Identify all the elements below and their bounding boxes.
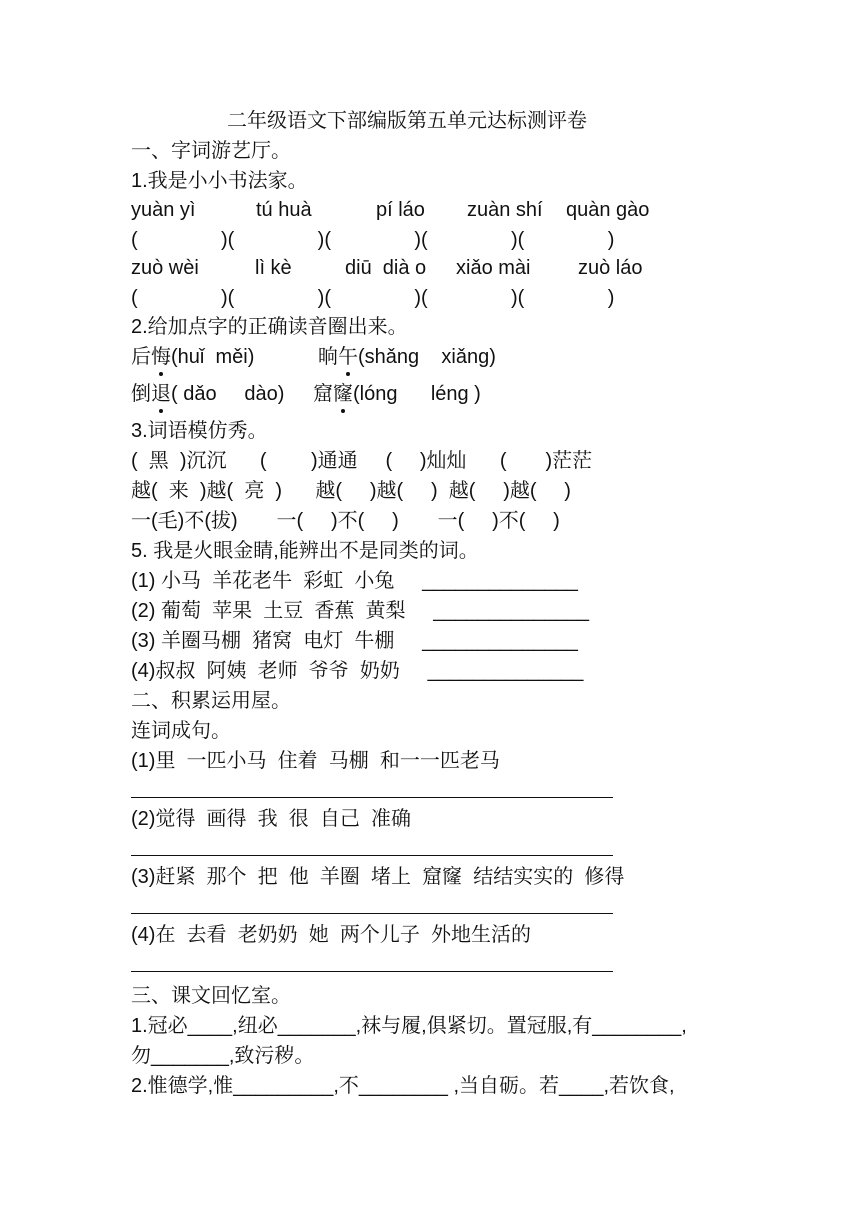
odd-one-out-row: (3) 羊圈马棚 猪窝 电灯 牛棚 ______________ <box>131 630 578 652</box>
pinyin-item: zuàn shí <box>467 199 543 221</box>
sentence-words: (2)觉得 画得 我 很 自己 准确 <box>131 808 412 830</box>
pinyin-options: (shǎng xiǎng) <box>358 346 496 368</box>
pinyin-item: lì kè <box>255 257 292 279</box>
sentence-words: (3)赶紧 那个 把 他 羊圈 堵上 窟窿 结结实实的 修得 <box>131 866 625 888</box>
dotted-char: 午 <box>338 346 358 368</box>
reading-word <box>131 381 284 407</box>
dotted-char: 窿 <box>333 383 353 405</box>
question-2-heading: 2.给加点字的正确读音圈出来。 <box>131 316 408 338</box>
pinyin-item: diū dià o <box>345 257 427 279</box>
word-char: 倒 <box>131 383 151 405</box>
sentence-words: (4)在 去看 老奶奶 她 两个儿子 外地生活的 <box>131 924 532 946</box>
answer-brackets: ( )( )( )( )( ) <box>131 287 615 309</box>
answer-line <box>131 797 613 798</box>
pinyin-options: (lóng léng ) <box>353 383 481 405</box>
pinyin-item: quàn gào <box>566 199 650 221</box>
sentence-words: (1)里 一匹小马 住着 马棚 和一一匹老马 <box>131 750 500 772</box>
imitation-row: ( 黑 )沉沉 ( )通通 ( )灿灿 ( )茫茫 <box>131 450 593 472</box>
pinyin-item: tú huà <box>256 199 312 221</box>
reading-word <box>131 344 254 370</box>
section-3-heading: 三、课文回忆室。 <box>131 985 291 1007</box>
pinyin-options: ( dǎo dào) <box>171 383 285 405</box>
dotted-char: 悔 <box>151 346 171 368</box>
dotted-char: 退 <box>151 383 171 405</box>
recall-line: 2.惟德学,惟_________,不________ ,当自砺。若____,若饮食, <box>131 1075 675 1097</box>
worksheet-title: 二年级语文下部编版第五单元达标测评卷 <box>227 110 587 132</box>
recall-line: 1.冠必____,纽必_______,袜与履,俱紧切。置冠服,有________, <box>131 1015 687 1037</box>
section-2-heading: 二、积累运用屋。 <box>131 690 291 712</box>
pinyin-item: xiǎo mài <box>456 257 531 279</box>
word-char: 晌 <box>318 346 338 368</box>
imitation-row: 一(毛)不(拔) 一( )不( ) 一( )不( ) <box>131 510 560 532</box>
reading-word <box>313 381 481 407</box>
question-6-heading: 连词成句。 <box>131 720 231 742</box>
question-5-heading: 5. 我是火眼金睛,能辨出不是同类的词。 <box>131 540 479 562</box>
pinyin-item: yuàn yì <box>131 199 196 221</box>
recall-line: 勿_______,致污秽。 <box>131 1045 315 1067</box>
word-char: 窟 <box>313 383 333 405</box>
question-1-heading: 1.我是小小书法家。 <box>131 170 308 192</box>
pinyin-item: zuò wèi <box>131 257 199 279</box>
pinyin-item: zuò láo <box>578 257 643 279</box>
imitation-row: 越( 来 )越( 亮 ) 越( )越( ) 越( )越( ) <box>131 480 571 502</box>
answer-line <box>131 913 613 914</box>
odd-one-out-row: (1) 小马 羊花老牛 彩虹 小兔 ______________ <box>131 570 578 592</box>
word-char: 后 <box>131 346 151 368</box>
section-1-heading: 一、字词游艺厅。 <box>131 140 291 162</box>
reading-word <box>318 344 496 370</box>
odd-one-out-row: (4)叔叔 阿姨 老师 爷爷 奶奶 ______________ <box>131 660 584 682</box>
pinyin-item: pí láo <box>376 199 425 221</box>
answer-line <box>131 971 613 972</box>
pinyin-options: (huǐ měi) <box>171 346 255 368</box>
odd-one-out-row: (2) 葡萄 苹果 土豆 香蕉 黄梨 ______________ <box>131 600 589 622</box>
question-3-heading: 3.词语模仿秀。 <box>131 420 268 442</box>
answer-brackets: ( )( )( )( )( ) <box>131 229 615 251</box>
answer-line <box>131 855 613 856</box>
